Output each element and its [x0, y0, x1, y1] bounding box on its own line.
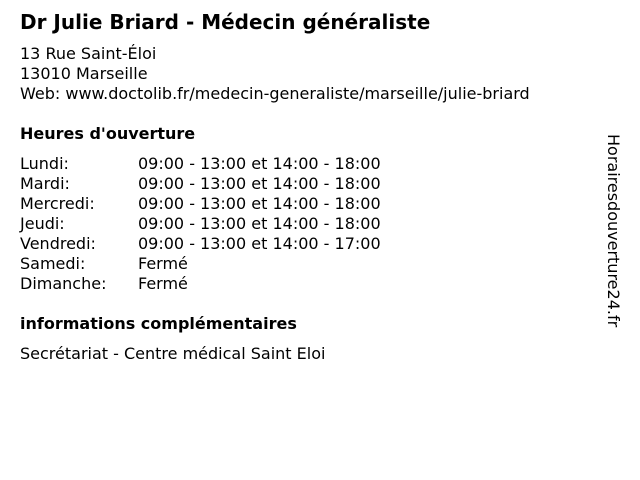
website-line: Web: www.doctolib.fr/medecin-generaliste/marseille/julie-briard — [20, 84, 530, 103]
hours-row-monday — [20, 154, 381, 174]
city-postcode: 13010 Marseille — [20, 64, 148, 83]
opening-hours-heading: Heures d'ouverture — [20, 124, 196, 143]
day-label: Dimanche: — [20, 274, 107, 293]
hours-row-friday — [20, 234, 381, 254]
address-block — [20, 44, 530, 104]
day-label: Lundi: — [20, 154, 69, 173]
day-label: Mercredi: — [20, 194, 95, 213]
site-watermark: Horairesdouverture24.fr — [604, 134, 623, 328]
day-label: Jeudi: — [20, 214, 65, 233]
day-label: Mardi: — [20, 174, 70, 193]
day-hours: 09:00 - 13:00 et 14:00 - 17:00 — [138, 234, 381, 253]
hours-row-sunday — [20, 274, 381, 294]
hours-row-tuesday — [20, 174, 381, 194]
hours-row-saturday — [20, 254, 381, 274]
opening-hours-table — [20, 154, 381, 294]
hours-row-thursday — [20, 214, 381, 234]
day-label: Vendredi: — [20, 234, 96, 253]
additional-info-text: Secrétariat - Centre médical Saint Eloi — [20, 344, 326, 363]
day-hours: 09:00 - 13:00 et 14:00 - 18:00 — [138, 154, 381, 173]
street-address: 13 Rue Saint-Éloi — [20, 44, 157, 63]
day-hours: Fermé — [138, 274, 188, 293]
day-hours: 09:00 - 13:00 et 14:00 - 18:00 — [138, 174, 381, 193]
page-title: Dr Julie Briard - Médecin généraliste — [20, 10, 431, 34]
day-hours: 09:00 - 13:00 et 14:00 - 18:00 — [138, 194, 381, 213]
day-hours: Fermé — [138, 254, 188, 273]
hours-row-wednesday — [20, 194, 381, 214]
additional-info-heading: informations complémentaires — [20, 314, 297, 333]
day-label: Samedi: — [20, 254, 86, 273]
day-hours: 09:00 - 13:00 et 14:00 - 18:00 — [138, 214, 381, 233]
